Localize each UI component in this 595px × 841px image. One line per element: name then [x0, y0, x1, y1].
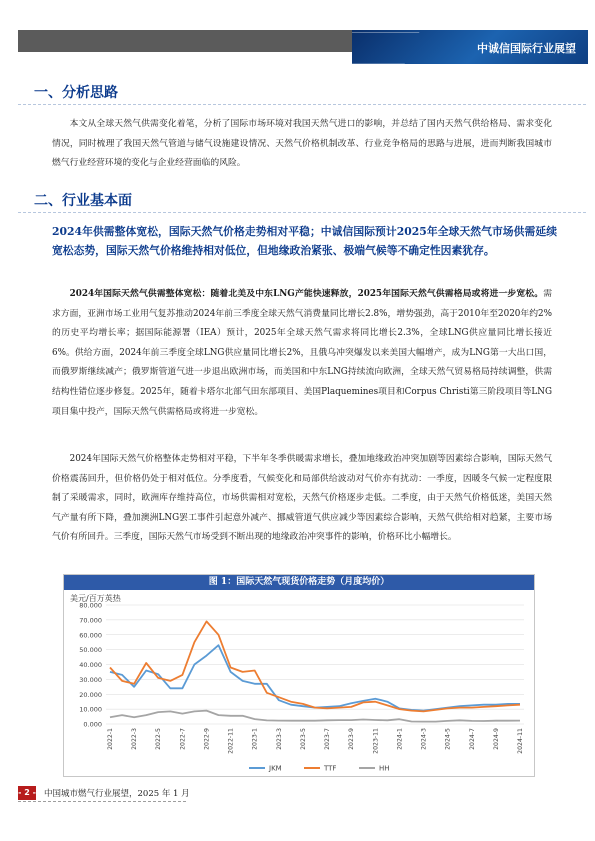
chart-lines	[110, 621, 520, 721]
supply-demand-paragraph	[52, 285, 552, 422]
y-tick-label: 10.000	[79, 705, 102, 714]
x-tick-label: 2022-1	[107, 728, 114, 750]
x-tick-label: 2023-11	[372, 728, 380, 754]
price-chart	[63, 574, 535, 777]
x-tick-label: 2024-11	[517, 728, 524, 754]
section1-heading: 一、分析思路	[34, 85, 118, 101]
x-tick-label: 2023-1	[251, 728, 259, 750]
legend-label: JKM	[269, 764, 282, 773]
x-tick-label: 2022-9	[203, 728, 211, 750]
header-tag	[352, 30, 588, 64]
series-line-jkm	[110, 645, 520, 710]
chart-title: 图 1：国际天然气现货价格走势（月度均价）	[64, 575, 534, 590]
price-trend-paragraph: 2024年国际天然气价格整体走势相对平稳，下半年冬季供暖需求增长，叠加地缘政治冲突加剧等因素综合影响，国际天然气价格震荡回升，但价格仍处于相对低位。分季度看，气候变化和局部供给波动对气价亦有扰动：一季度，因暖冬气候一定程度限制了采暖需求，同时，欧洲库存维持高位，市场供需相对宽松，天然气价格逐步走低。二季度，由于天然气价格低迷，美国天然气产量有所下降，叠加澳洲LNG罢工事件引起意外减产、挪威管道气供应减少等因素综合影响，天然气供给相对趋紧，主要市场气价有所回升。三季度，国际天然气市场受到不断出现的地缘政治冲突事件的影响，价格环比小幅增长。	[52, 454, 552, 543]
y-ticks	[79, 602, 102, 729]
x-tick-label: 2023-9	[348, 728, 356, 750]
y-tick-label: 0.000	[83, 720, 102, 729]
page-number: - 2 -	[18, 786, 36, 800]
legend-label: TTF	[324, 764, 337, 773]
x-tick-label: 2022-11	[227, 728, 235, 754]
x-tick-label: 2023-3	[275, 728, 283, 750]
footer-divider	[18, 801, 186, 802]
y-tick-label: 40.000	[79, 661, 102, 669]
y-tick-label: 30.000	[79, 675, 102, 684]
x-tick-label: 2022-7	[179, 728, 187, 750]
section2-heading: 二、行业基本面	[34, 193, 132, 209]
section2-divider	[18, 212, 586, 213]
x-tick-label: 2024-3	[420, 728, 428, 750]
y-tick-label: 50.000	[79, 646, 102, 655]
y-axis-label: 美元/百万英热	[70, 594, 121, 603]
x-ticks	[107, 728, 524, 754]
y-tick-label: 70.000	[79, 616, 102, 625]
legend-label: HH	[379, 764, 390, 773]
y-tick-label: 80.000	[79, 601, 102, 610]
x-tick-label: 2023-7	[324, 728, 332, 750]
x-tick-label: 2023-5	[299, 728, 307, 750]
supply-demand-lead: 2024年国际天然气供需整体宽松：随着北美及中东LNG产能快速释放，2025年国际天然气供需格局或将进一步宽松。	[69, 289, 544, 299]
x-tick-label: 2024-7	[468, 728, 476, 750]
supply-demand-body: 需求方面，亚洲市场工业用气复苏推动2024年前三季度全球天然气消费量同比增长2.8%，增势强劲，高于2010年至2020年约2%的历史平均增长率；据国际能源署（IEA）预计，2025年全球天然气需求将同比增长2.3%，全球LNG供应量同比增长接近6%。供给方面，2024年前三季度全球LNG供应量同比增长2%，且俄乌冲突爆发以来美国大幅增产，成为LNG第一大出口国，而俄罗斯继续减产；俄罗斯管道气进一步退出欧洲市场，而美国和中东LNG持续流向欧洲，全球天然气贸易格局持续调整，供需结构性错位逐步修复。2025年，随着卡塔尔北部气田东部项目、美国Plaquemines项目和Corpus Christi第三阶段项目等LNG项目集中投产，国际天然气供需格局或将进一步宽松。	[52, 289, 552, 417]
x-tick-label: 2024-9	[492, 728, 500, 750]
key-finding-highlight: 2024年供需整体宽松，国际天然气价格走势相对平稳；中诚信国际预计2025年全球天然气市场供需延续宽松态势，国际天然气价格维持相对低位，但地缘政治紧张、极端气候等不确定性因素犹存。	[52, 225, 557, 257]
x-tick-label: 2022-3	[131, 728, 139, 750]
header-title: 中诚信国际行业展望	[477, 42, 576, 55]
chart-canvas	[64, 590, 534, 776]
x-tick-label: 2024-1	[396, 728, 404, 750]
chart-legend	[249, 765, 390, 773]
x-tick-label: 2024-5	[444, 728, 452, 750]
footer-text: 中国城市燃气行业展望，2025 年 1 月	[44, 789, 190, 799]
series-line-hh	[110, 711, 520, 722]
section1-divider	[18, 104, 586, 105]
section1-paragraph: 本文从全球天然气供需变化着笔，分析了国际市场环境对我国天然气进口的影响，并总结了国内天然气供给格局、需求变化情况，同时梳理了我国天然气管道与储气设施建设情况、天然气价格机制改革、行业竞争格局的思路与进展，进而判断我国城市燃气行业经营环境的变化与企业经营面临的风险。	[52, 119, 552, 169]
y-tick-label: 60.000	[79, 631, 102, 640]
x-tick-label: 2022-5	[155, 728, 163, 750]
y-tick-label: 20.000	[79, 690, 102, 699]
